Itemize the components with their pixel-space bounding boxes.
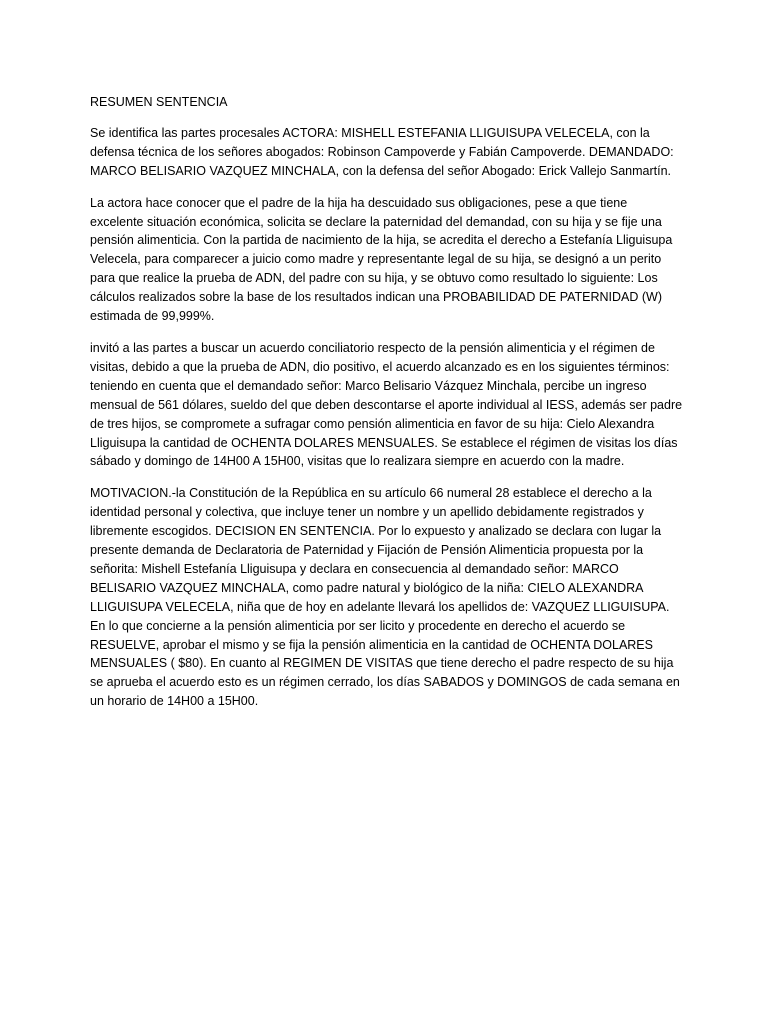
paragraph-claim: La actora hace conocer que el padre de la hija ha descuidado sus obligaciones, pese a que tiene excelente situación económica, solicita se declare la paternidad del demandad, con su hija y se fije una pensión alimenticia. Con la partida de nacimiento de la hija, se acredita el derecho a Estefanía Lliguisupa Velecela, para comparecer a juicio como madre y representante legal de su hija, se designó a un perito para que realice la prueba de ADN, del padre con su hija, y se obtuvo como resultado lo siguiente: Los cálculos realizados sobre la base de los resultados indican una PROBABILIDAD DE PATERNIDAD (W) estimada de 99,999%.	[90, 195, 673, 324]
paragraph-agreement: invitó a las partes a buscar un acuerdo conciliatorio respecto de la pensión alimenticia y el régimen de visitas, debido a que la prueba de ADN, dio positivo, el acuerdo alcanzado es en los siguientes términos: teniendo en cuenta que el demandado señor: Marco Belisario Vázquez Minchala, percibe un ingreso mensual de 561 dólares, sueldo del que deben descontarse el aporte individual al IESS, además ser padre de tres hijos, se compromete a sufragar como pensión alimenticia en favor de su hija: Cielo Alexandra Lliguisupa la cantidad de OCHENTA DOLARES MENSUALES. Se establece el régimen de visitas los días sábado y domingo de 14H00 A 15H00, visitas que lo realizara siempre en acuerdo con la madre.	[90, 340, 683, 469]
paragraph-motivation-decision: MOTIVACION.-la Constitución de la República en su artículo 66 numeral 28 establece el derecho a la identidad personal y colectiva, que incluye tener un nombre y un apellido debidamente registrados y libremente escogidos. DECISION EN SENTENCIA. Por lo expuesto y analizado se declara con lugar la presente demanda de Declaratoria de Paternidad y Fijación de Pensión Alimenticia propuesta por la señorita: Mishell Estefanía Lliguisupa y declara en consecuencia al demandado señor: MARCO BELISARIO VAZQUEZ MINCHALA, como padre natural y biológico de la niña: CIELO ALEXANDRA LLIGUISUPA VELECELA, niña que de hoy en adelante llevará los apellidos de: VAZQUEZ LLIGUISUPA. En lo que concierne a la pensión alimenticia por ser licito y procedente en derecho el acuerdo se RESUELVE, aprobar el mismo y se fija la pensión alimenticia en la cantidad de OCHENTA DOLARES MENSUALES ( $80). En cuanto al REGIMEN DE VISITAS que tiene derecho el padre respecto de su hija se aprueba el acuerdo esto es un régimen cerrado, los días SABADOS y DOMINGOS de cada semana en un horario de 14H00 a 15H00.	[90, 486, 680, 709]
document-body	[90, 93, 684, 724]
paragraph-parties: Se identifica las partes procesales ACTORA: MISHELL ESTEFANIA LLIGUISUPA VELECELA, con la defensa técnica de los señores abogados: Robinson Campoverde y Fabián Campoverde. DEMANDADO: MARCO BELISARIO VAZQUEZ MINCHALA, con la defensa del señor Abogado: Erick Vallejo Sanmartín.	[90, 125, 674, 178]
document-title: RESUMEN SENTENCIA	[90, 95, 228, 109]
